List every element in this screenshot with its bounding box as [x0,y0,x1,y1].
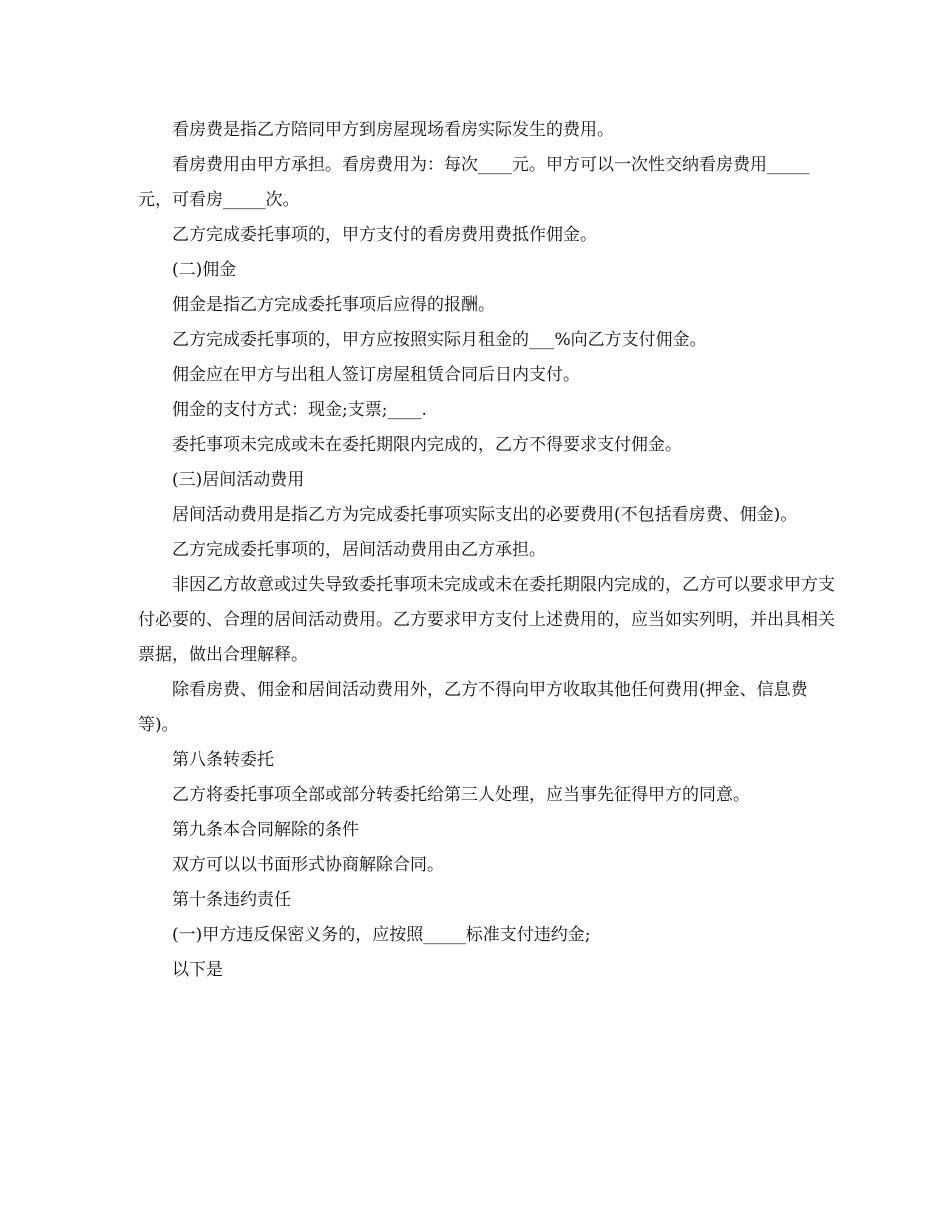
paragraph: 居间活动费用是指乙方为完成委托事项实际支出的必要费用(不包括看房费、佣金)。 [172,505,798,525]
section-heading: (三)居间活动费用 [172,470,305,490]
article-heading: 第八条转委托 [172,750,274,770]
paragraph: (一)甲方违反保密义务的，应按照_____标准支付违约金; [172,925,591,945]
paragraph: 看房费是指乙方陪同甲方到房屋现场看房实际发生的费用。 [172,120,614,140]
paragraph: 佣金的支付方式：现金;支票;____. [172,400,427,420]
paragraph: 委托事项未完成或未在委托期限内完成的，乙方不得要求支付佣金。 [172,435,682,455]
article-heading: 第十条违约责任 [172,890,291,910]
document-body [138,113,838,988]
paragraph: 除看房费、佣金和居间活动费用外，乙方不得向甲方收取其他任何费用(押金、信息费等)。 [138,680,808,735]
paragraph: 非因乙方故意或过失导致委托事项未完成或未在委托期限内完成的，乙方可以要求甲方支付必要的、合理的居间活动费用。乙方要求甲方支付上述费用的，应当如实列明，并出具相关票据，做出合理解释。 [138,575,835,665]
paragraph: 乙方完成委托事项的，甲方应按照实际月租金的___%向乙方支付佣金。 [172,330,707,350]
article-heading: 第九条本合同解除的条件 [172,820,359,840]
paragraph: 乙方完成委托事项的，居间活动费用由乙方承担。 [172,540,546,560]
paragraph: 乙方完成委托事项的，甲方支付的看房费用费抵作佣金。 [172,225,597,245]
paragraph: 佣金应在甲方与出租人签订房屋租赁合同后日内支付。 [172,365,580,385]
section-heading: (二)佣金 [172,260,237,280]
paragraph: 乙方将委托事项全部或部分转委托给第三人处理，应当事先征得甲方的同意。 [172,785,750,805]
paragraph: 以下是 [172,960,223,980]
paragraph: 佣金是指乙方完成委托事项后应得的报酬。 [172,295,495,315]
paragraph: 双方可以以书面形式协商解除合同。 [172,855,444,875]
paragraph: 看房费用由甲方承担。看房费用为：每次____元。甲方可以一次性交纳看房费用_____元，可看房_____次。 [138,155,810,210]
